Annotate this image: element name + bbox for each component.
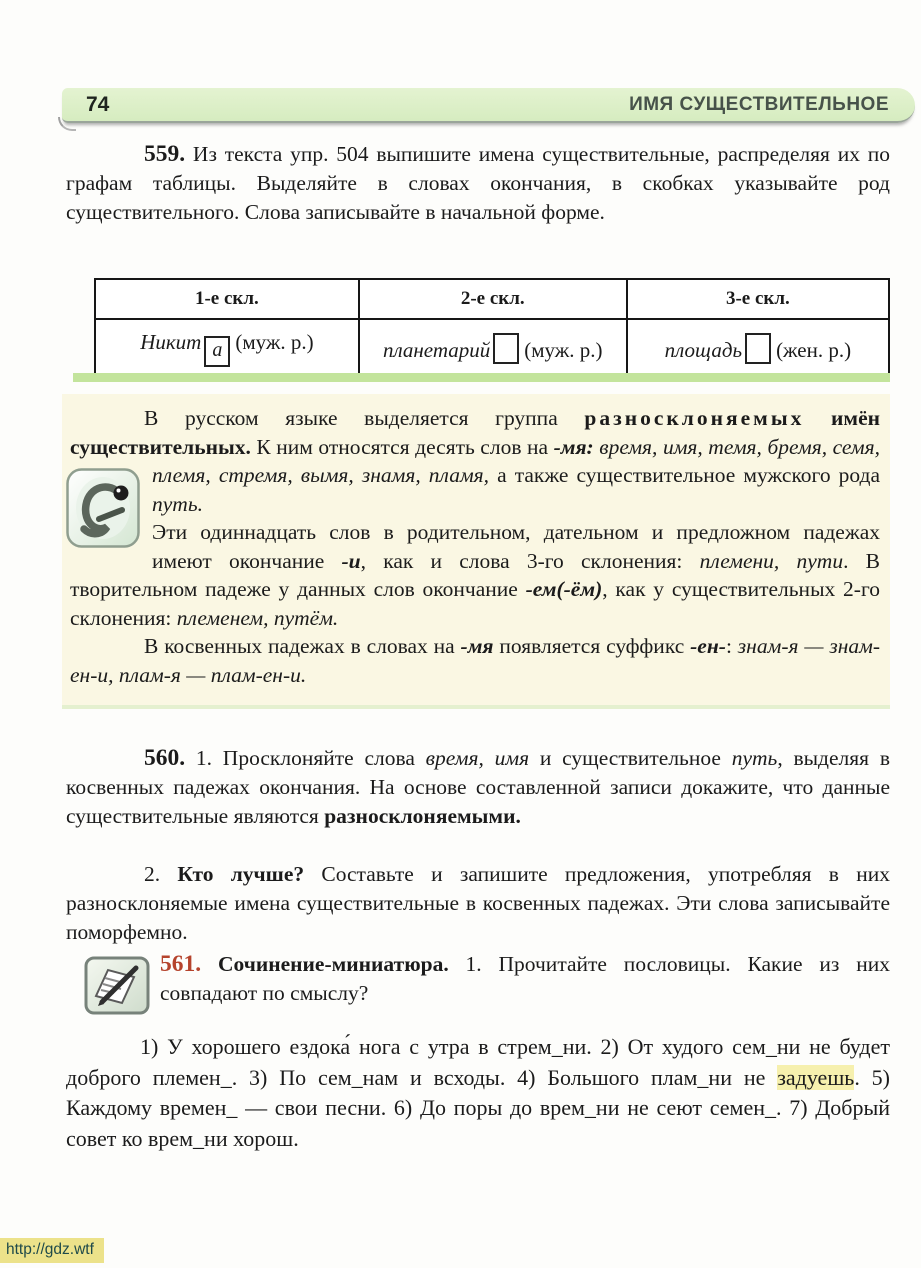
text-segment: имён существительных. xyxy=(70,406,880,459)
text-segment: К ним относятся десять слов на xyxy=(250,434,554,459)
exercise-561-number: 561. xyxy=(160,951,202,977)
rule-paragraph xyxy=(70,632,880,689)
hook-icon xyxy=(66,468,140,548)
text-segment: путь. xyxy=(152,491,203,516)
text-segment: путь xyxy=(731,746,778,770)
example-word: планетарий xyxy=(382,338,491,362)
section-divider-strip xyxy=(73,373,890,382)
text-segment: появляется суффикс xyxy=(493,634,691,658)
text-segment: Составьте и запишите предложения, употребляя в них разносклоняемые имена существительные в косвенных падежах. Эти слова записывайте поморфемно. xyxy=(66,862,890,944)
grammar-rule-box xyxy=(62,394,890,709)
page-number: 74 xyxy=(86,92,110,116)
composition-icon xyxy=(84,954,150,1016)
text-segment: В косвенных падежах в словах на xyxy=(144,634,461,658)
text-segment: , как и слова 3-го склонения: xyxy=(360,548,700,573)
table-example-row xyxy=(95,319,889,378)
text-segment: племени, пути xyxy=(699,548,844,573)
exercise-559-text: Из текста упр. 504 выпишите имена существительные, распределяя их по графам таблицы. Выделяйте в словах окончания, в скобках указывайте род существительного. Слова записывайте в начальной форме. xyxy=(66,142,890,224)
example-word: площадь xyxy=(664,338,743,362)
table-header-2skl: 2-е скл. xyxy=(359,279,627,319)
proverbs-list xyxy=(66,1032,890,1154)
text-segment: разносклоняемых xyxy=(584,406,805,430)
exercise-560-number: 560. xyxy=(144,745,186,771)
text-segment: : xyxy=(725,634,738,658)
text-segment: -ен- xyxy=(690,634,726,658)
text-segment: В русском языке выделяется группа xyxy=(144,406,585,430)
exercise-560 xyxy=(66,744,890,831)
text-segment: . 5) Каждому времен_ — свои песни. 6) До поры до врем_ни не сеют семен_. 7) Добрый совет ко врем_ни хорош. xyxy=(66,1064,890,1151)
ending-box: а xyxy=(204,336,230,367)
exercise-559-number: 559. xyxy=(144,141,186,167)
exercise-560-part1 xyxy=(66,746,890,828)
declension-table xyxy=(94,278,890,379)
text-segment: и существительное xyxy=(529,746,732,770)
rule-icon-holder xyxy=(66,404,152,554)
text-segment: 1. Просклоняйте слова xyxy=(195,746,426,770)
header-band xyxy=(62,88,915,123)
text-segment: время, имя xyxy=(425,746,530,770)
exercise-559 xyxy=(66,140,890,227)
rule-paragraph xyxy=(70,518,880,632)
table-cell-3skl xyxy=(627,319,889,378)
highlighted-word: задуешь xyxy=(777,1064,855,1090)
exercise-561-text: 1. Прочитайте пословицы. Какие из них совпадают по смыслу? xyxy=(160,952,891,1005)
text-segment: -и xyxy=(341,548,361,573)
ending-box xyxy=(745,333,771,364)
text-segment: 2. xyxy=(144,862,178,886)
gender-note: (жен. р.) xyxy=(776,338,852,362)
example-word: Никит xyxy=(140,330,202,354)
text-segment xyxy=(804,406,831,430)
text-segment: 1) У хорошего ездока́ нога с утра в стрем_ни. 2) От худого сем_ни не будет доброго племен_. 3) По сем_нам и всходы. 4) Большого плам_ни не xyxy=(66,1034,890,1090)
watermark-link[interactable]: http://gdz.wtf xyxy=(0,1238,104,1263)
gender-note: (муж. р.) xyxy=(235,330,314,354)
table-header-3skl: 3-е скл. xyxy=(627,279,889,319)
text-segment: племенем, путём. xyxy=(176,605,339,630)
ending-box xyxy=(493,333,519,364)
text-segment: -мя xyxy=(460,634,494,658)
text-segment: Кто лучше? xyxy=(177,862,305,886)
exercise-561 xyxy=(84,950,890,1008)
text-segment: знам-я — знам-ен-и, плам-я — плам-ен-и. xyxy=(70,634,881,687)
text-segment: а также существительное мужского рода xyxy=(489,463,880,487)
text-segment: -ем(-ём) xyxy=(525,577,603,601)
text-segment: -мя: xyxy=(553,434,594,459)
chapter-title: ИМЯ СУЩЕСТВИТЕЛЬНОЕ xyxy=(629,93,889,115)
table-cell-2skl xyxy=(359,319,627,378)
composition-icon-holder xyxy=(84,954,150,1024)
text-segment: Эти одиннадцать слов в родительном, дательном и предложном падежах имеют окончание xyxy=(152,520,880,573)
text-segment: разносклоняемыми. xyxy=(324,804,521,828)
table-header-1skl: 1-е скл. xyxy=(95,279,359,319)
text-segment: , как у существительных 2-го склонения: xyxy=(70,577,880,630)
table-cell-1skl xyxy=(95,319,359,378)
text-segment: время, имя, темя, бремя, семя, племя, стремя, вымя, знамя, пламя, xyxy=(152,434,880,487)
table-header-row xyxy=(95,279,889,319)
exercise-561-label: Сочинение-миниатюра. xyxy=(217,952,449,976)
exercise-560-part2-para xyxy=(66,860,890,947)
rule-paragraph xyxy=(70,404,880,518)
gender-note: (муж. р.) xyxy=(524,338,603,362)
text-segment: , выделяя в косвенных падежах окончания. На основе составленной записи докажите, что данные существительные являются xyxy=(66,746,890,828)
text-segment: . В творительном падеже у данных слов окончание xyxy=(70,548,880,601)
